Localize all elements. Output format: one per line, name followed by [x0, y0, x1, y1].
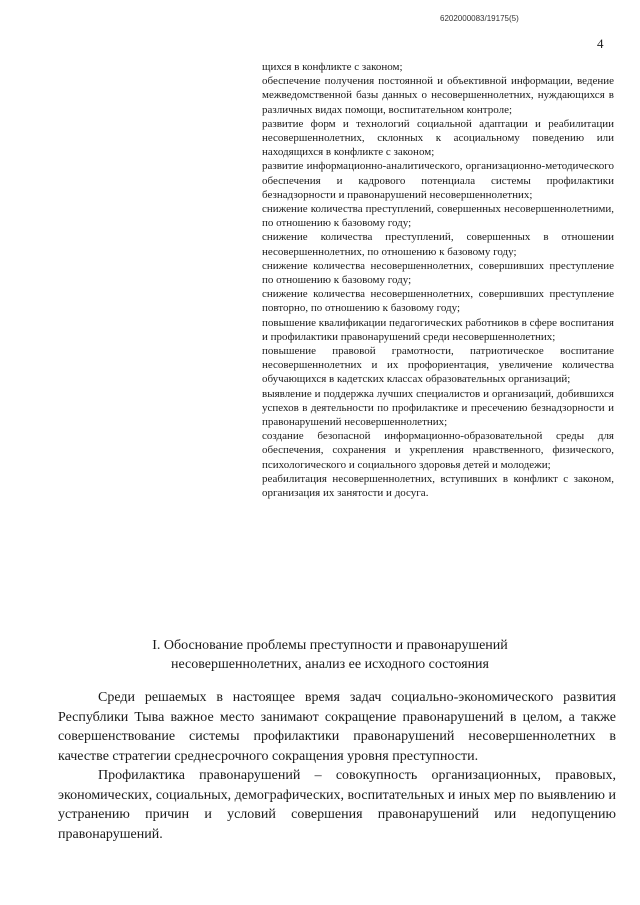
- list-item: создание безопасной информационно-образовательной среды для обеспечения, сохранения и укрепления нравственного, физического, психологического и социального здоровья детей и молодежи;: [262, 430, 614, 471]
- list-item: повышение квалификации педагогических работников в сфере воспитания и профилактики правонарушений среди несовершеннолетних;: [262, 316, 614, 343]
- list-item: щихся в конфликте с законом;: [262, 61, 403, 73]
- list-item: повышение правовой грамотности, патриотическое воспитание несовершеннолетних и их профориентация, увеличение количества обучающихся в кадетских классах образовательных организаций;: [262, 345, 614, 386]
- body-text: [58, 688, 616, 844]
- list-item: снижение количества несовершеннолетних, совершивших преступление повторно, по отношению к базовому году;: [262, 288, 614, 315]
- section-title: [60, 636, 600, 674]
- list-item: реабилитация несовершеннолетних, вступивших в конфликт с законом, организация их занятости и досуга.: [262, 472, 614, 500]
- paragraph: Среди решаемых в настоящее время задач социально-экономического развития Республики Тыва важное место занимают сокращение правонарушений в целом, а также совершенствование системы профилактики правонарушений несовершеннолетних в качестве стратегии среднесрочного сокращения уровня преступности.: [58, 690, 616, 764]
- list-item: развитие форм и технологий социальной адаптации и реабилитации несовершеннолетних, склонных к асоциальному поведению или находящихся в конфликте с законом;: [262, 117, 614, 159]
- list-item: снижение количества несовершеннолетних, совершивших преступление по отношению к базовому году;: [262, 259, 614, 287]
- page-number: 4: [597, 36, 604, 51]
- paragraph: Профилактика правонарушений – совокупность организационных, правовых, экономических, социальных, демографических, воспитательных и иных мер по выявлению и устранению причин и условий совершения правонарушений или недопущению правонарушений.: [58, 768, 616, 842]
- list-item: снижение количества преступлений, совершенных в отношении несовершеннолетних, по отношению к базовому году;: [262, 231, 614, 258]
- section-title-line: I. Обоснование проблемы преступности и правонарушений: [152, 638, 508, 653]
- document-id: 6202000083/19175(5): [440, 14, 519, 23]
- list-item: выявление и поддержка лучших специалистов и организаций, добившихся успехов в деятельности по профилактике и пресечению безнадзорности и правонарушений несовершеннолетних;: [262, 387, 614, 429]
- list-item: снижение количества преступлений, совершенных несовершеннолетними, по отношению к базовому году;: [262, 203, 614, 230]
- section-title-line: несовершеннолетних, анализ ее исходного состояния: [171, 657, 489, 672]
- list-item: развитие информационно-аналитического, организационно-методического обеспечения и кадрового потенциала системы профилактики безнадзорности и правонарушений несовершеннолетних;: [262, 160, 614, 201]
- list-item: обеспечение получения постоянной и объективной информации, ведение межведомственной базы данных о несовершеннолетних, нуждающихся в различных видах помощи, воспитательном контроле;: [262, 75, 614, 116]
- objectives-list: [262, 60, 614, 500]
